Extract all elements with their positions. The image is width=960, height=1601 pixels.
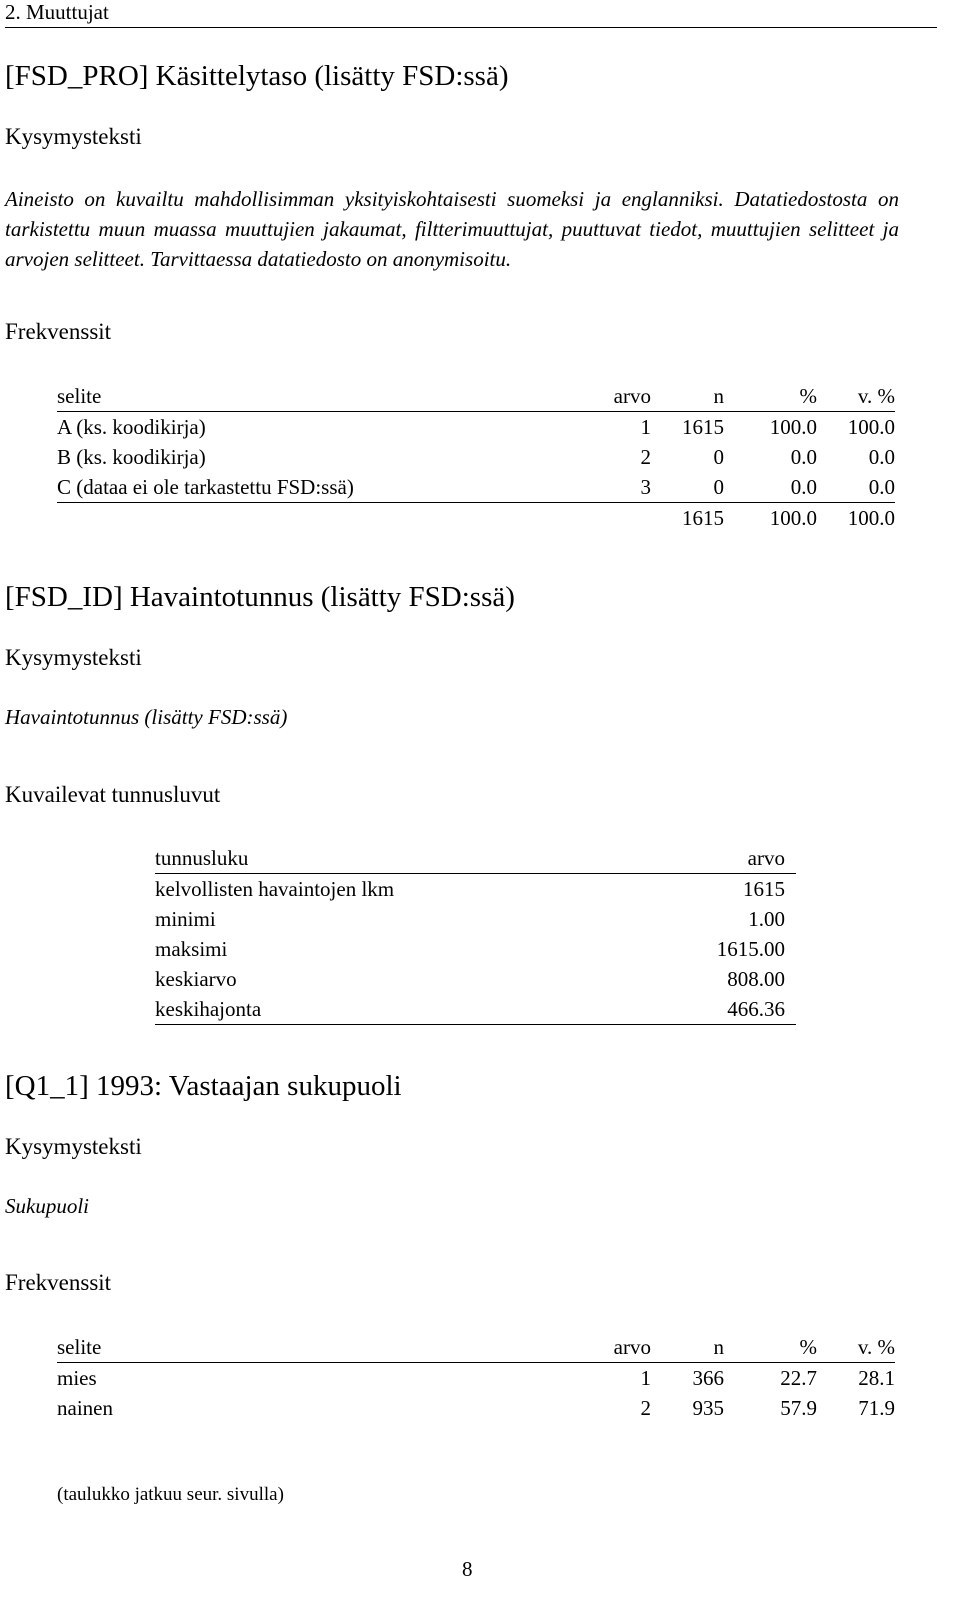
frequency-table xyxy=(57,381,895,533)
table-cell: 0 xyxy=(713,444,724,469)
frequency-table xyxy=(57,1332,895,1423)
table-cell: minimi xyxy=(155,906,216,931)
table-row xyxy=(57,412,895,443)
table-row xyxy=(57,1393,895,1423)
table-cell: 28.1 xyxy=(858,1365,895,1390)
table-cell: mies xyxy=(57,1365,97,1390)
table-total-row xyxy=(57,503,895,534)
question-heading: Kysymysteksti xyxy=(5,645,142,670)
table-row xyxy=(155,964,796,994)
table-row xyxy=(155,994,796,1025)
question-heading: Kysymysteksti xyxy=(5,1134,142,1159)
table-cell: 71.9 xyxy=(858,1395,895,1420)
table-cell: 1 xyxy=(640,1365,651,1390)
question-text: Havaintotunnus (lisätty FSD:ssä) xyxy=(5,705,288,729)
descriptive-stats-table xyxy=(155,843,796,1025)
table-header-row xyxy=(155,843,796,874)
table-heading: Kuvailevat tunnusluvut xyxy=(5,782,221,807)
table-cell: 1.00 xyxy=(748,906,785,931)
table-row xyxy=(57,472,895,503)
column-header: n xyxy=(651,1332,724,1363)
table-cell: A (ks. koodikirja) xyxy=(57,414,206,439)
section-title: [Q1_1] 1993: Vastaajan sukupuoli xyxy=(5,1070,402,1102)
table-cell: 935 xyxy=(692,1395,724,1420)
column-header: n xyxy=(651,381,724,412)
column-header: selite xyxy=(57,381,595,412)
table-cell: 1 xyxy=(640,414,651,439)
column-header: % xyxy=(724,381,817,412)
table-cell: 3 xyxy=(595,472,651,503)
column-header: v. % xyxy=(817,381,895,412)
table-header-row xyxy=(57,381,895,412)
table-cell: 100.0 xyxy=(769,505,817,530)
table-cell: 1615 xyxy=(682,505,724,530)
table-cell: 100.0 xyxy=(847,414,895,439)
table-row xyxy=(57,442,895,472)
question-text: Sukupuoli xyxy=(5,1194,89,1218)
table-cell: 808.00 xyxy=(727,966,785,991)
table-cell: 22.7 xyxy=(780,1365,817,1390)
table-cell: 0.0 xyxy=(790,444,817,469)
table-row xyxy=(57,1363,895,1394)
table-row xyxy=(155,934,796,964)
continuation-note: (taulukko jatkuu seur. sivulla) xyxy=(57,1484,284,1505)
table-cell: 366 xyxy=(692,1365,724,1390)
table-cell: 0.0 xyxy=(868,444,895,469)
page-number: 8 xyxy=(462,1557,473,1581)
table-cell: 2 xyxy=(640,1395,651,1420)
column-header: tunnusluku xyxy=(155,843,575,874)
table-cell xyxy=(595,503,651,534)
table-cell: 466.36 xyxy=(575,994,796,1025)
table-heading: Frekvenssit xyxy=(5,319,112,344)
table-cell: keskihajonta xyxy=(155,994,575,1025)
table-cell: 1615.00 xyxy=(716,936,785,961)
table-cell: maksimi xyxy=(155,936,228,961)
question-text: Aineisto on kuvailtu mahdollisimman yksityiskohtaisesti suomeksi ja englanniksi. Datatiedostosta on tarkistettu muun muassa muuttujien jakaumat, filtterimuuttujat, puuttuvat tiedot, muuttujien selitteet ja arvojen selitteet. Tarvittaessa datatiedosto on anonymisoitu. xyxy=(5,187,899,271)
table-cell: C (dataa ei ole tarkastettu FSD:ssä) xyxy=(57,472,595,503)
table-cell xyxy=(57,503,595,534)
table-cell: 1615 xyxy=(682,414,724,439)
running-head: 2. Muuttujat xyxy=(5,0,109,24)
table-row xyxy=(155,874,796,905)
question-heading: Kysymysteksti xyxy=(5,124,142,149)
table-cell: 100.0 xyxy=(769,414,817,439)
column-header: selite xyxy=(57,1332,595,1363)
table-cell: nainen xyxy=(57,1395,113,1420)
table-cell: keskiarvo xyxy=(155,966,237,991)
table-cell: 57.9 xyxy=(780,1395,817,1420)
table-header-row xyxy=(57,1332,895,1363)
column-header: v. % xyxy=(817,1332,895,1363)
table-heading: Frekvenssit xyxy=(5,1270,112,1295)
table-row xyxy=(155,904,796,934)
table-cell: 2 xyxy=(640,444,651,469)
column-header: arvo xyxy=(575,843,796,874)
table-cell: 0.0 xyxy=(724,472,817,503)
table-cell: 1615 xyxy=(743,876,785,901)
table-cell: kelvollisten havaintojen lkm xyxy=(155,876,395,901)
section-title: [FSD_ID] Havaintotunnus (lisätty FSD:ssä) xyxy=(5,581,515,613)
section-title: [FSD_PRO] Käsittelytaso (lisätty FSD:ssä) xyxy=(5,60,509,92)
column-header: arvo xyxy=(595,1332,651,1363)
table-cell: 0 xyxy=(651,472,724,503)
table-cell: 100.0 xyxy=(847,505,895,530)
column-header: % xyxy=(724,1332,817,1363)
column-header: arvo xyxy=(595,381,651,412)
table-cell: B (ks. koodikirja) xyxy=(57,444,206,469)
table-cell: 0.0 xyxy=(817,472,895,503)
header-rule xyxy=(5,27,937,28)
